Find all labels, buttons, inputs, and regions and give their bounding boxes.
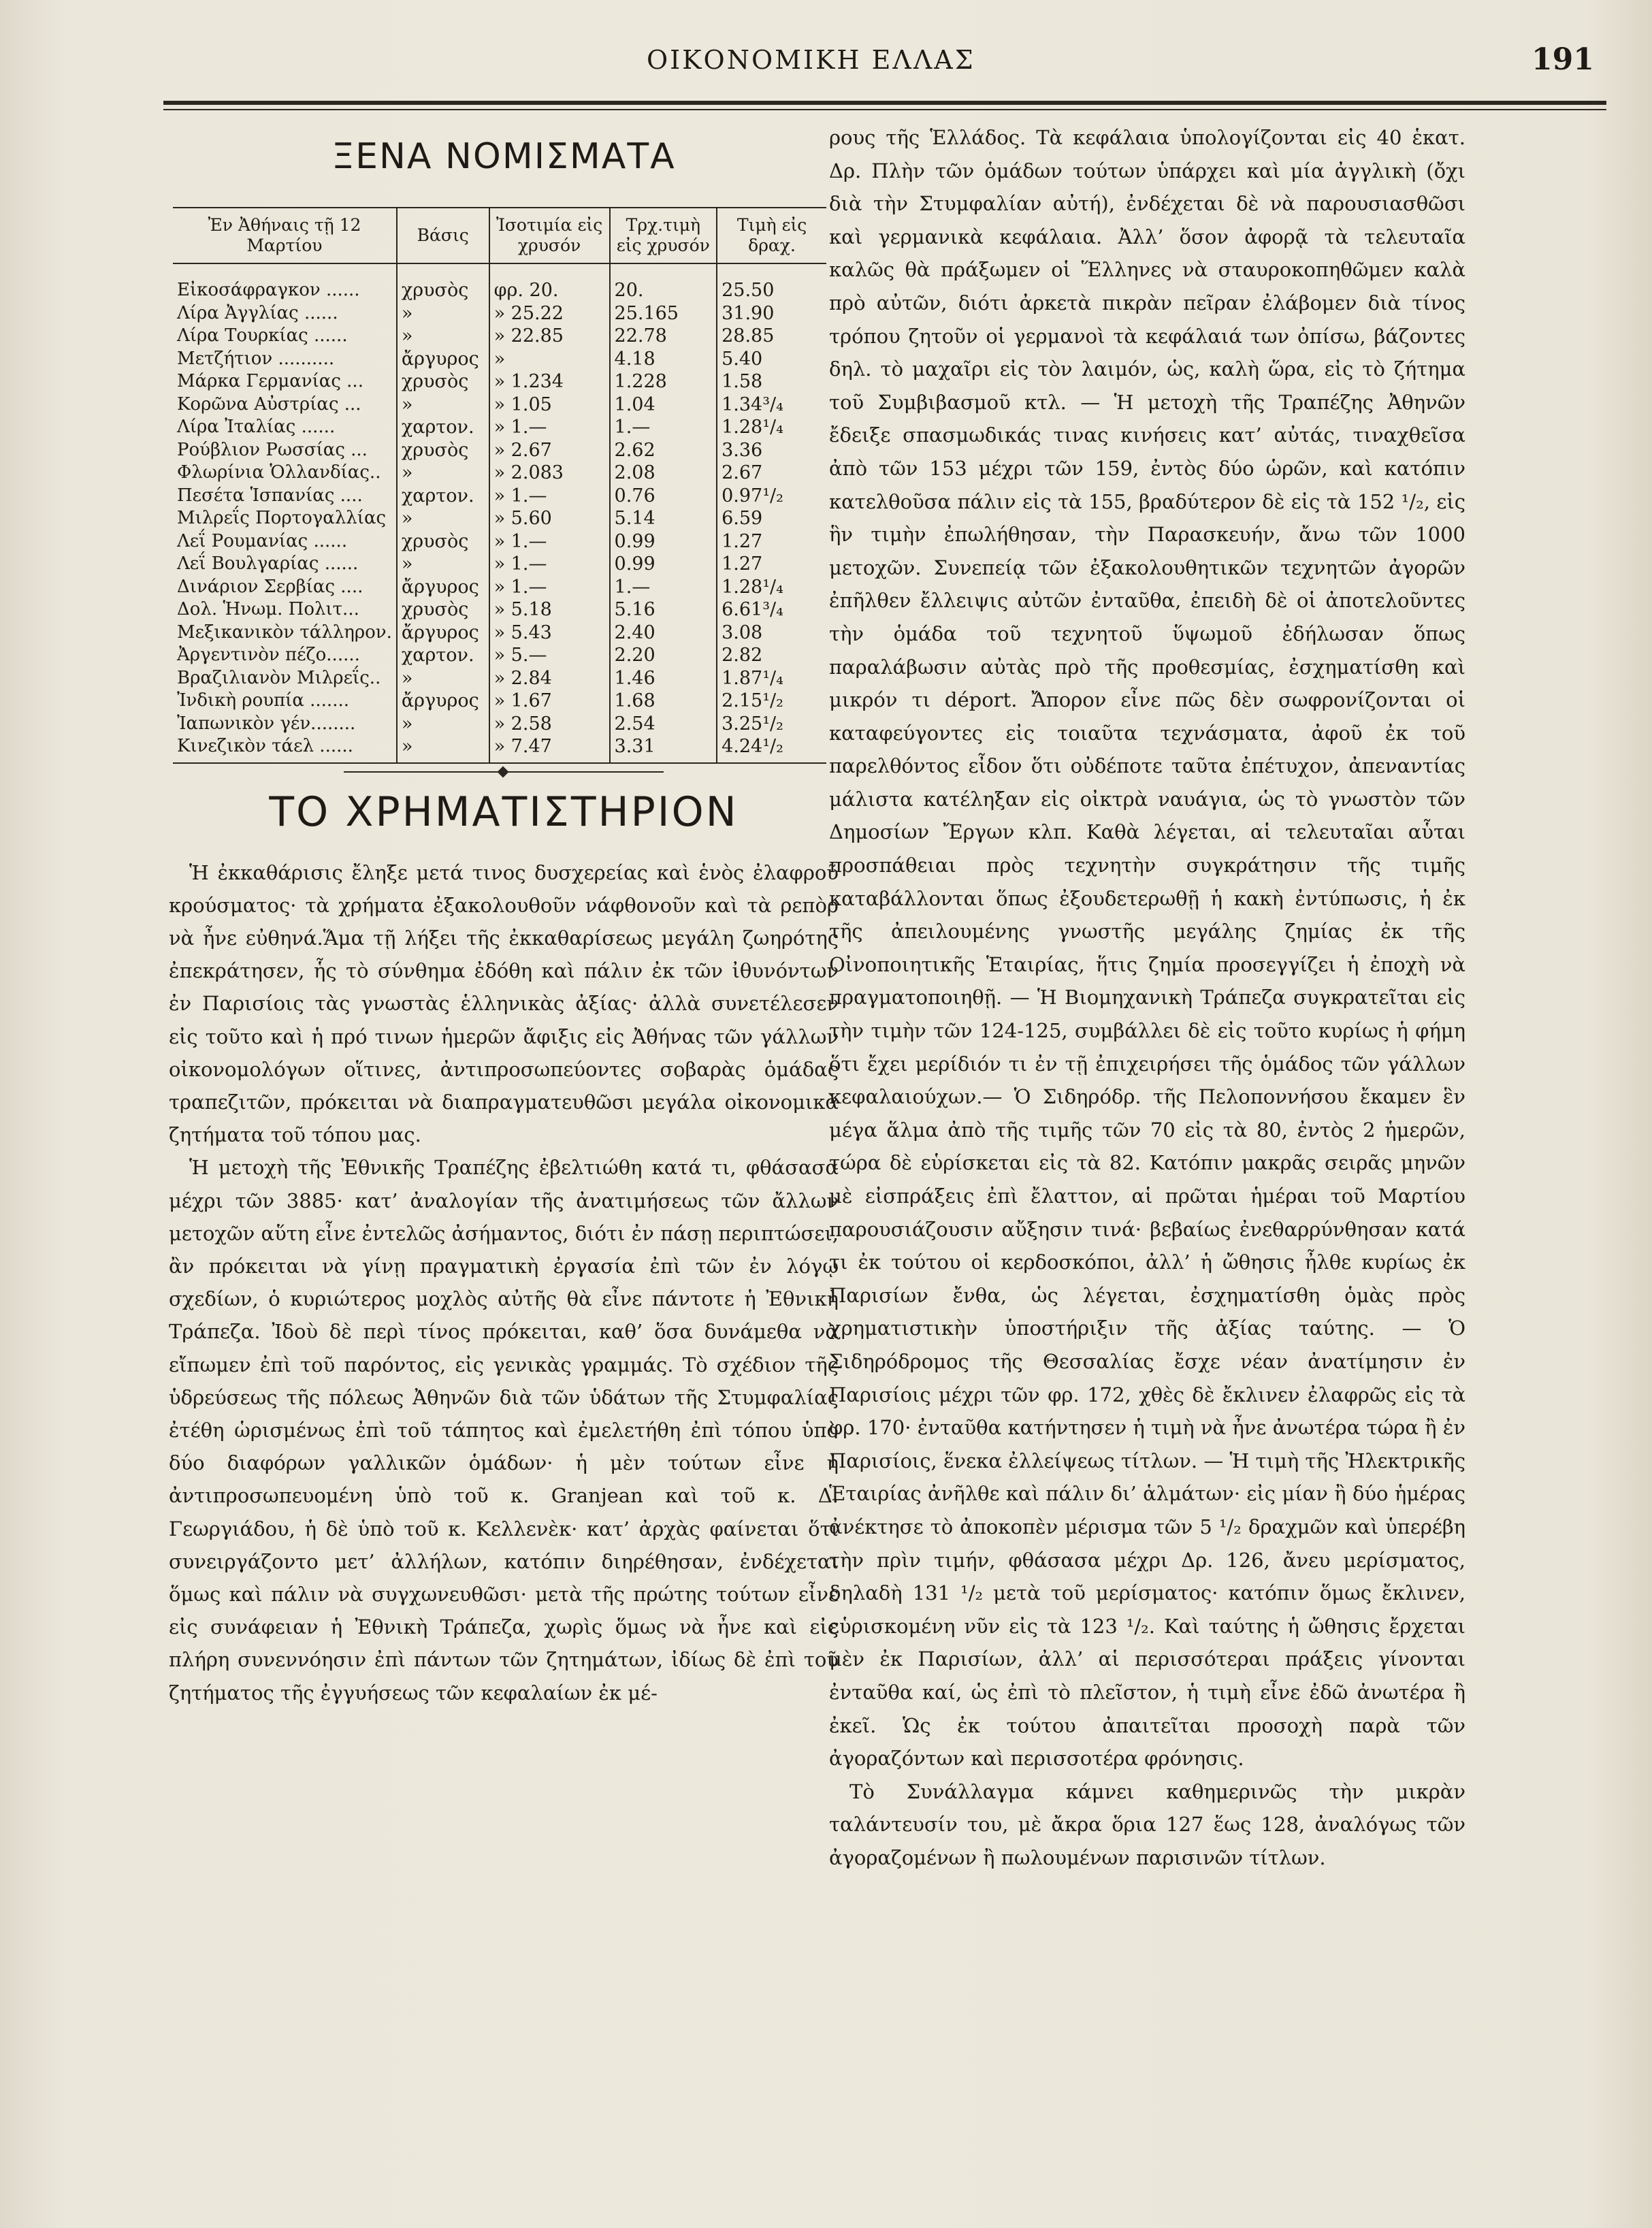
par-value-cell: » 1.— [489,485,610,508]
basis-cell: » [397,462,489,485]
basis-cell: » [397,507,489,530]
currency-name-cell: Μάρκα Γερμανίας ... [177,371,363,391]
table-row [173,370,826,393]
basis-cell: ἄργυρος [397,690,489,713]
currency-name-cell: Λίρα Ἰταλίας ...... [177,417,336,437]
exchange-paragraph-3: ρους τῆς Ἑλλάδος. Τὰ κεφάλαια ὑπολογίζονται εἰς 40 ἑκατ. Δρ. Πλὴν τῶν ὁμάδων τούτων ὑπάρχει καὶ μία ἀγγλικὴ (ὄχι διὰ τὴν Στυμφαλίαν αὐτή), ἐνδέχεται δὲ νὰ παρουσιασθῶσι καὶ γερμανικὰ κεφάλαια. Ἀλλ’ ὅσον ἀφορᾷ τὰ τελευταῖα καλῶς θὰ πράξωμεν οἱ Ἕλληνες νὰ σταυροκοπηθῶμεν καλὰ πρὸ αὐτῶν, διότι ἀρκετὰ πικρὰν πεῖραν ἐλάβομεν διὰ τίνος τρόπου ζητοῦν οἱ γερμανοὶ τὰ κεφάλαιά των ὀπίσω, βάζοντες δηλ. τὸ μαχαῖρι εἰς τὸν λαιμόν, ὡς, καλὴ ὥρα, εἰς τὸ ζήτημα τοῦ Συμβιβασμοῦ κτλ. — Ἡ μετοχὴ τῆς Τραπέζης Ἀθηνῶν ἔδειξε σπασμωδικάς τινας κινήσεις κατ’ αὐτάς, τιναχθεῖσα ἀπὸ τῶν 153 μέχρι τῶν 159, ἐντὸς δύο ὡρῶν, καὶ κατόπιν κατελθοῦσα πάλιν εἰς τὰ 155, βραδύτερον δὲ εἰς τὰ 152 ¹/₂, εἰς ἣν τιμὴν ἐπωλήθησαν, τὴν Παρασκευήν, ἄνω τῶν 1000 μετοχῶν. Συνεπείᾳ τῶν ἐξακολουθητικῶν τεχνητῶν ἀγορῶν ἐπῆλθεν ἔλλειψις αὐτῶν ἐνταῦθα, ἐπειδὴ δὲ οἱ ἀποτελοῦντες τὴν ὁμάδα τοῦ τεχνητοῦ ὕψωμοῦ ἐδήλωσαν ὅπως παραλάβωσιν αὐτὰς πρὸ τῆς προθεσμίας, ἐσχηματίσθη καὶ μικρόν τι déport. Ἄπορον εἶνε πῶς δὲν σωφρονίζονται οἱ καταφεύγοντες εἰς τοιαῦτα τεχνάσματα, ἀφοῦ ἐκ τοῦ παρελθόντος εἶδον ὅτι οὐδέποτε ταῦτα ἐπέτυχον, ἀπεναντίας μάλιστα κατέληξαν εἰς οἰκτρὰ ναυάγια, ὡς τὸ γνωστὸν τῶν Δημοσίων Ἔργων κλπ. Καθὰ λέγεται, αἱ τελευταῖαι αὗται προσπάθειαι πρὸς τεχνητὴν συγκράτησιν τῆς τιμῆς καταβάλλονται ὅπως ἐξουδετερωθῇ ἡ κακὴ ἐντύπωσις, ἡ ἐκ τῆς ἀπειλουμένης γνωστῆς μεγάλης ζημίας ἐκ τῆς Οἰνοποιητικῆς Ἑταιρίας, ἥτις ζημία προσεγγίζει ἡ ἐποχὴ νὰ πραγματοποιηθῇ. — Ἡ Βιομηχανικὴ Τράπεζα συγκρατεῖται εἰς τὴν τιμὴν τῶν 124-125, συμβάλλει δὲ εἰς τοῦτο κυρίως ἡ φήμη ὅτι ἔχει μερίδιόν τι ἐν τῇ ἐπιχειρήσει τῆς ὁμάδος τῶν γάλλων κεφαλαιούχων.— Ὁ Σιδηρόδρ. τῆς Πελοποννήσου ἔκαμεν ἓν μέγα ἅλμα ἀπὸ τῆς τιμῆς τῶν 70 εἰς τὰ 80, ἐντὸς 2 ἡμερῶν, τώρα δὲ εὑρίσκεται εἰς τὰ 82. Κατόπιν μακρᾶς σειρᾶς μηνῶν μὲ εἰσπράξεις ἐπὶ ἔλαττον, αἱ πρῶται ἡμέραι τοῦ Μαρτίου παρουσιάζουσιν αὔξησιν τινά· βεβαίως ἐνεθαρρύνθησαν κατά τι ἐκ τούτου οἱ κερδοσκόποι, ἀλλ’ ἡ ὤθησις ἦλθε κυρίως ἐκ Παρισίων ἔνθα, ὡς λέγεται, ἐσχηματίσθη ὁμὰς πρὸς χρηματιστικὴν ὑποστήριξιν τῆς ἀξίας ταύτης. — Ὁ Σιδηρόδρομος τῆς Θεσσαλίας ἔσχε νέαν ἀνατίμησιν ἐν Παρισίοις μέχρι τῶν φρ. 172, χθὲς δὲ ἔκλινεν ἐλαφρῶς εἰς τὰ φρ. 170· ἐνταῦθα κατήντησεν ἡ τιμὴ νὰ ἦνε ἀνωτέρα τώρα ἢ ἐν Παρισίοις, ἕνεκα ἐλλείψεως τίτλων. — Ἡ τιμὴ τῆς Ἠλεκτρικῆς Ἑταιρίας ἀνῆλθε καὶ πάλιν δι’ ἁλμάτων· εἰς μίαν ἢ δύο ἡμέρας ἀνέκτησε τὸ ἀποκοπὲν μέρισμα τῶν 5 ¹/₂ δραχμῶν καὶ ὑπερέβη τὴν πρὶν τιμήν, φθάσασα μέχρι Δρ. 126, ἄνευ μερίσματος, δηλαδὴ 131 ¹/₂ μετὰ τοῦ μερίσματος· κατόπιν ὅμως ἔκλινεν, εὑρισκομένη νῦν εἰς τὰ 123 ¹/₂. Καὶ ταύτης ἡ ὤθησις ἔρχεται μὲν ἐκ Παρισίων, ἀλλ’ αἱ περισσότεραι πράξεις γίνονται ἐνταῦθα καί, ὡς ἐπὶ τὸ πλεῖστον, ἡ τιμὴ εἶνε ἐδῶ ἀνωτέρα ἢ ἐκεῖ. Ὡς ἐκ τούτου ἀπαιτεῖται προσοχὴ παρὰ τῶν ἀγοραζόντων καὶ περισσοτέρα φρόνησις. [829,126,1465,1771]
header-rule-thick [163,101,1606,105]
running-head [0,42,1652,86]
par-value-cell: » 1.— [489,530,610,553]
section-divider [344,765,664,779]
drachma-price-cell: 6.61³/₄ [717,598,826,621]
drachma-price-cell: 1.27 [717,530,826,553]
drachma-price-cell: 1.28¹/₄ [717,576,826,599]
drachma-price-cell: 25.50 [717,263,826,302]
current-value-cell: 1.46 [610,667,717,690]
par-value-cell: » 1.05 [489,393,610,417]
exchange-paragraph-1: Ἡ ἐκκαθάρισις ἔληξε μετά τινος δυσχερείας καὶ ἑνὸς ἐλαφροῦ κρούσματος· τὰ χρήματα ἐξακολουθοῦν νάφθονοῦν καὶ τὰ ρεπὸρ νὰ ἦνε εὐθηνά.Ἅμα τῇ λήξει τῆς ἐκκαθαρίσεως μεγάλη ζωηρότης ἐπεκράτησεν, ἧς τὸ σύνθημα ἐδόθη καὶ πάλιν ἐκ τῶν ἰθυνόντων ἐν Παρισίοις τὰς γνωστὰς ἑλληνικὰς ἀξίας· ἀλλὰ συνετέλεσεν εἰς τοῦτο καὶ ἡ πρό τινων ἡμερῶν ἄφιξις εἰς Ἀθήνας τῶν γάλλων οἰκονομολόγων οἵτινες, ἀντιπροσωπεύοντες σοβαρὰς ὁμάδας τραπεζιτῶν, πρόκειται νὰ διαπραγματευθῶσι μεγάλα οἰκονομικὰ ζητήματα τοῦ τόπου μας. [169,860,839,1147]
column-header-current-gold: Τρχ.τιμὴ εἰς χρυσόν [610,208,717,263]
current-value-cell: 5.14 [610,507,717,530]
par-value-cell: » 25.22 [489,302,610,325]
current-value-cell: 2.54 [610,713,717,736]
drachma-price-cell: 1.28¹/₄ [717,416,826,439]
column-header-drachma-price: Τιμὴ εἰς δραχ. [717,208,826,263]
current-value-cell: 20. [610,263,717,302]
left-body-text [163,856,844,1709]
table-row [173,553,826,576]
current-value-cell: 0.99 [610,530,717,553]
currency-name-cell: Ἰαπωνικὸν γέν........ [177,713,356,734]
table-row [173,507,826,530]
current-value-cell: 0.99 [610,553,717,576]
current-value-cell: 2.08 [610,462,717,485]
table-row [173,667,826,690]
current-value-cell: 1.04 [610,393,717,417]
table-row [173,325,826,348]
table-row [173,598,826,621]
basis-cell: » [397,302,489,325]
par-value-cell: » 1.— [489,553,610,576]
par-value-cell: » [489,348,610,371]
par-value-cell: φρ. 20. [489,263,610,302]
par-value-cell: » 1.— [489,576,610,599]
currency-name-cell: Πεσέτα Ἱσπανίας .... [177,485,363,506]
currency-name-cell: Μετζήτιον .......... [177,348,335,369]
currency-name-cell: Εἰκοσάφραγκον ...... [177,280,360,300]
basis-cell: » [397,713,489,736]
current-value-cell: 2.40 [610,621,717,645]
currency-name-cell: Δινάριον Σερβίας .... [177,576,363,597]
page-number: 191 [1532,42,1594,77]
currencies-title: ΞΕΝΑ ΝΟΜΙΣΜΑΤΑ [331,136,676,177]
drachma-price-cell: 1.87¹/₄ [717,667,826,690]
currency-name-cell: Μιλρεΐς Πορτογαλλίας [177,508,387,528]
table-row [173,644,826,667]
currency-name-cell: Βραζιλιανὸν Μιλρεΐς.. [177,667,381,688]
par-value-cell: » 2.67 [489,439,610,462]
table-row [173,302,826,325]
exchange-paragraph-4: Τὸ Συνάλλαγμα κάμνει καθημερινῶς τὴν μικρὰν ταλάντευσίν του, μὲ ἄκρα ὅρια 127 ἕως 128, ἀναλόγως τῶν ἀγοραζομένων ἢ πωλουμένων παρισινῶν τίτλων. [829,1779,1465,1869]
currency-rates-body [173,263,826,763]
basis-cell: ἄργυρος [397,348,489,371]
current-value-cell: 1.— [610,576,717,599]
basis-cell: » [397,735,489,763]
basis-cell: χρυσὸς [397,598,489,621]
basis-cell: » [397,553,489,576]
current-value-cell: 5.16 [610,598,717,621]
column-header-basis: Βάσις [397,208,489,263]
right-body-text [829,121,1465,1874]
header-rule-thin [163,109,1606,110]
current-value-cell: 22.78 [610,325,717,348]
currency-name-cell: Λίρα Τουρκίας ...... [177,325,348,346]
basis-cell: » [397,393,489,417]
exchange-paragraph-2: Ἡ μετοχὴ τῆς Ἐθνικῆς Τραπέζης ἐβελτιώθη κατά τι, φθάσασα μέχρι τῶν 3885· κατ’ ἀναλογίαν τῆς ἀνατιμήσεως τῶν ἄλλων μετοχῶν αὕτη εἶνε ἐντελῶς ἀσήμαντος, διότι ἐν πάσῃ περιπτώσει, ἂν πρόκειται νὰ γίνῃ πραγματικὴ ἐργασία ἐπὶ τῶν ἐν λόγῳ σχεδίων, ὁ κυριώτερος μοχλὸς αὐτῆς θὰ εἶνε πάντοτε ἡ Ἐθνικὴ Τράπεζα. Ἰδοὺ δὲ περὶ τίνος πρόκειται, καθ’ ὅσα δυνάμεθα νὰ εἴπωμεν ἐπὶ τοῦ παρόντος, εἰς γενικὰς γραμμάς. Τὸ σχέδιον τῆς ὑδρεύσεως τῆς πόλεως Ἀθηνῶν διὰ τῶν ὑδάτων τῆς Στυμφαλίας ἐτέθη ὡρισμένως ἐπὶ τοῦ τάπητος καὶ ἐμελετήθη ἐπὶ τόπου ὑπὸ δύο διαφόρων γαλλικῶν ὁμάδων· ἡ μὲν τούτων εἶνε ἡ ἀντιπροσωπευομένη ὑπὸ τοῦ κ. Granjean καὶ τοῦ κ. Δ. Γεωργιάδου, ἡ δὲ ὑπὸ τοῦ κ. Κελλενὲκ· κατ’ ἀρχὰς φαίνεται ὅτι συνειργάζοντο μετ’ ἀλλήλων, κατόπιν διηρέθησαν, ἐνδέχεται ὅμως καὶ πάλιν νὰ συγχωνευθῶσι· μετὰ τῆς πρώτης τούτων εἶνε εἰς συνάφειαν ἡ Ἐθνικὴ Τράπεζα, χωρὶς ὅμως νὰ ἦνε καὶ εἰς πλήρη συνεννόησιν ἐπὶ πάντων τῶν ζητημάτων, ἰδίως δὲ ἐπὶ τοῦ ζητήματος τῆς ἐγγυήσεως τῶν κεφαλαίων ἐκ μέ- [169,1156,839,1705]
currency-name-cell: Δολ. Ἡνωμ. Πολιτ... [177,599,359,619]
table-row [173,348,826,371]
currency-name-cell: Λίρα Ἀγγλίας ...... [177,302,338,323]
table-header-row [173,208,826,263]
currency-name-cell: Ρούβλιον Ρωσσίας ... [177,439,368,460]
table-row [173,530,826,553]
table-row [173,485,826,508]
drachma-price-cell: 0.97¹/₂ [717,485,826,508]
par-value-cell: » 5.43 [489,621,610,645]
column-header-par-gold: Ἰσοτιμία εἰς χρυσόν [489,208,610,263]
current-value-cell: 2.62 [610,439,717,462]
par-value-cell: » 2.083 [489,462,610,485]
currency-name-cell: Ἀργεντινὸν πέζο...... [177,645,360,665]
current-value-cell: 1.228 [610,370,717,393]
par-value-cell: » 5.60 [489,507,610,530]
basis-cell: χαρτον. [397,644,489,667]
table-row [173,393,826,417]
drachma-price-cell: 28.85 [717,325,826,348]
par-value-cell: » 2.58 [489,713,610,736]
current-value-cell: 3.31 [610,735,717,763]
table-row [173,462,826,485]
drachma-price-cell: 31.90 [717,302,826,325]
drachma-price-cell: 3.08 [717,621,826,645]
table-row [173,621,826,645]
table-row [173,263,826,302]
drachma-price-cell: 2.67 [717,462,826,485]
basis-cell: χαρτον. [397,416,489,439]
current-value-cell: 1.— [610,416,717,439]
currency-name-cell: Φλωρίνια Ὁλλανδίας.. [177,462,381,483]
table-row [173,735,826,763]
currency-rates-table [173,207,826,764]
currency-name-cell: Κορῶνα Αὐστρίας ... [177,393,361,415]
journal-title: ΟΙΚΟΝΟΜΙΚΗ ΕΛΛΑΣ [647,45,975,75]
par-value-cell: » 1.— [489,416,610,439]
drachma-price-cell: 1.27 [717,553,826,576]
basis-cell: χαρτον. [397,485,489,508]
left-column [163,123,844,1709]
basis-cell: » [397,325,489,348]
par-value-cell: » 2.84 [489,667,610,690]
right-column [829,121,1465,1874]
current-value-cell: 0.76 [610,485,717,508]
currency-name-cell: Λεΐ Ρουμανίας ...... [177,530,348,551]
column-header-date: Ἐν Ἀθήναις τῇ 12 Μαρτίου [173,208,397,263]
table-row [173,416,826,439]
table-row [173,713,826,736]
currency-name-cell: Μεξικανικὸν τάλληρον. [177,621,392,643]
basis-cell: ἄργυρος [397,621,489,645]
par-value-cell: » 22.85 [489,325,610,348]
basis-cell: ἄργυρος [397,576,489,599]
current-value-cell: 25.165 [610,302,717,325]
table-row [173,439,826,462]
drachma-price-cell: 3.25¹/₂ [717,713,826,736]
basis-cell: χρυσὸς [397,263,489,302]
basis-cell: » [397,667,489,690]
drachma-price-cell: 6.59 [717,507,826,530]
drachma-price-cell: 4.24¹/₂ [717,735,826,763]
currency-name-cell: Ἰνδικὴ ρουπία ....... [177,690,349,711]
current-value-cell: 2.20 [610,644,717,667]
par-value-cell: » 1.234 [489,370,610,393]
par-value-cell: » 5.18 [489,598,610,621]
drachma-price-cell: 5.40 [717,348,826,371]
divider-ornament [498,766,509,777]
basis-cell: χρυσὸς [397,370,489,393]
table-row [173,690,826,713]
drachma-price-cell: 1.34³/₄ [717,393,826,417]
basis-cell: χρυσὸς [397,530,489,553]
currency-name-cell: Λεΐ Βουλγαρίας ...... [177,553,359,574]
par-value-cell: » 1.67 [489,690,610,713]
current-value-cell: 1.68 [610,690,717,713]
par-value-cell: » 5.— [489,644,610,667]
drachma-price-cell: 1.58 [717,370,826,393]
exchange-title: ΤΟ ΧΡΗΜΑΤΙΣΤΗΡΙΟΝ [269,788,739,836]
par-value-cell: » 7.47 [489,735,610,763]
currency-name-cell: Κινεζικὸν τάελ ...... [173,735,397,763]
basis-cell: χρυσὸς [397,439,489,462]
drachma-price-cell: 2.15¹/₂ [717,690,826,713]
drachma-price-cell: 3.36 [717,439,826,462]
current-value-cell: 4.18 [610,348,717,371]
table-row [173,576,826,599]
drachma-price-cell: 2.82 [717,644,826,667]
